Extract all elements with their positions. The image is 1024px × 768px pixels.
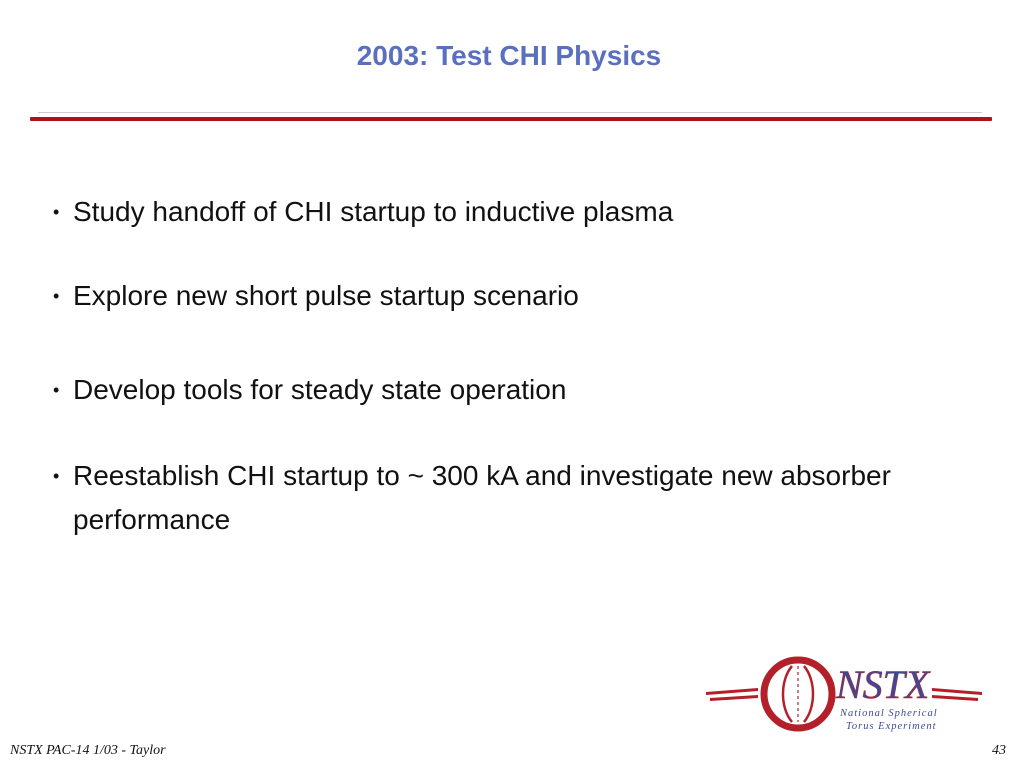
bullet-marker: •	[53, 286, 60, 306]
slide-title: 2003: Test CHI Physics	[356, 40, 662, 71]
bullet-item	[50, 454, 893, 542]
bullet-text: Reestablish CHI startup to ~ 300 kA and investigate new absorber performance	[73, 460, 891, 535]
bullet-text: Develop tools for steady state operation	[73, 374, 567, 405]
bullet-marker: •	[53, 380, 60, 400]
logo-ring-emblem	[764, 660, 832, 728]
bullet-marker: •	[53, 466, 60, 486]
logo-subtitle-line2: Torus Experiment	[846, 721, 937, 732]
bullet-item	[50, 274, 893, 318]
nstx-logo	[700, 654, 990, 734]
bullet-text: Study handoff of CHI startup to inductive plasma	[73, 196, 674, 227]
title-divider-thick	[30, 117, 992, 121]
bullet-marker: •	[53, 202, 60, 222]
bullet-text: Explore new short pulse startup scenario	[73, 280, 579, 311]
footer-presenter-info: NSTX PAC-14 1/03 - Taylor	[10, 743, 166, 758]
bullet-item	[50, 190, 893, 234]
logo-wordmark	[835, 662, 938, 732]
bullet-item	[50, 368, 893, 412]
slide-page-number: 43	[992, 743, 1006, 758]
logo-left-stripes	[706, 688, 758, 701]
title-divider-thin	[38, 112, 982, 113]
logo-title: NSTX	[836, 662, 930, 707]
logo-right-stripes	[932, 688, 982, 701]
logo-subtitle-line1: National Spherical	[840, 708, 938, 719]
